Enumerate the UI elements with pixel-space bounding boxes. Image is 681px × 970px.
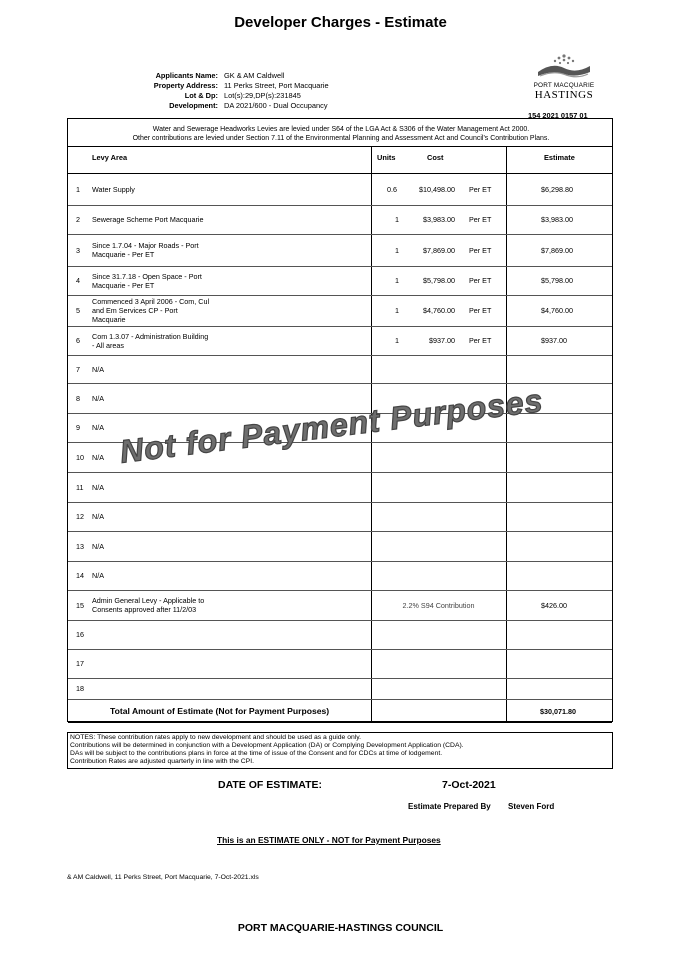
applicant-name-label: Applicants Name:	[155, 71, 218, 80]
cost-value: $937.00	[429, 336, 455, 345]
row-divider	[68, 205, 612, 206]
levy-area-line: N/A	[92, 393, 104, 403]
units-value: 0.6	[387, 184, 397, 194]
council-logo	[528, 50, 600, 102]
contribution-note: 2.2% S94 Contribution	[402, 600, 475, 610]
row-number: 18	[76, 684, 84, 693]
levy-area-line: - All areas	[92, 340, 124, 350]
levy-area-line: Sewerage Scheme Port Macquarie	[92, 215, 204, 224]
note-line-1: NOTES: These contribution rates apply to new development and should be used as a guide only.	[70, 734, 362, 741]
levy-area-line: N/A	[92, 512, 104, 521]
estimate-value: $4,760.00	[541, 306, 573, 315]
header-cost: Cost	[427, 153, 444, 162]
per-unit: Per ET	[469, 184, 492, 194]
row-number: 5	[76, 306, 80, 315]
page-title: Developer Charges - Estimate	[234, 14, 447, 31]
row-number: 15	[76, 600, 84, 610]
row-divider	[68, 295, 612, 296]
date-label: DATE OF ESTIMATE:	[218, 779, 323, 791]
intro-line-2: Other contributions are levied under Section 7.11 of the Environmental Planning and Assessment Act and Council's Contribution Plans.	[132, 135, 550, 142]
row-number: 11	[76, 482, 84, 492]
levy-area-line: Since 1.7.04 - Major Roads - Port	[92, 241, 199, 250]
per-unit: Per ET	[469, 306, 492, 315]
cost-value: $5,798.00	[423, 276, 455, 285]
per-unit: Per ET	[469, 336, 492, 345]
header-estimate: Estimate	[544, 153, 575, 162]
row-number: 9	[76, 423, 80, 432]
row-number: 14	[76, 571, 84, 580]
row-divider	[68, 502, 612, 503]
header-levy-area: Levy Area	[92, 153, 128, 162]
row-number: 6	[76, 336, 80, 345]
units-value: 1	[395, 306, 399, 315]
cost-value: $4,760.00	[423, 306, 455, 315]
row-divider	[68, 699, 612, 700]
lot-dp: Lot(s):29,DP(s):231845	[224, 91, 301, 100]
lot-dp-label: Lot & Dp:	[184, 91, 218, 100]
row-number: 1	[76, 184, 80, 194]
row-number: 17	[76, 659, 84, 668]
levy-area-line: N/A	[92, 571, 104, 580]
units-value: 1	[395, 276, 399, 285]
estimate-value: $3,983.00	[541, 215, 573, 224]
row-divider	[68, 649, 612, 650]
row-divider	[68, 678, 612, 679]
levy-area-line: N/A	[92, 423, 104, 432]
table-bottom-divider	[68, 722, 612, 723]
development: DA 2021/600 - Dual Occupancy	[224, 101, 328, 110]
row-divider	[68, 561, 612, 562]
row-number: 16	[76, 630, 84, 639]
levy-area-line: Macquarie	[92, 315, 126, 324]
estimate-value: $6,298.80	[541, 184, 573, 194]
note-line-2: Contributions will be determined in conjunction with a Development Application (DA) or Complying Development Application (CDA).	[70, 742, 464, 749]
row-divider	[68, 590, 612, 591]
note-line-3: DAs will be subject to the contributions plans in force at the time of issue of the Consent and for CDCs at time of lodgement.	[70, 750, 443, 757]
row-number: 12	[76, 512, 84, 521]
header-units: Units	[377, 153, 396, 162]
units-value: 1	[395, 215, 399, 224]
notes-box	[67, 732, 613, 769]
total-label: Total Amount of Estimate (Not for Payment Purposes)	[110, 706, 330, 716]
row-divider	[68, 531, 612, 532]
council-logo-icon	[528, 50, 600, 80]
property-address-label: Property Address:	[153, 81, 218, 90]
estimate-value: $5,798.00	[541, 276, 573, 285]
per-unit: Per ET	[469, 276, 492, 285]
logo-line2: HASTINGS	[534, 89, 594, 101]
levy-area-line: Com 1.3.07 - Administration Building	[92, 331, 209, 341]
disclaimer: This is an ESTIMATE ONLY - NOT for Payment Purposes	[217, 835, 441, 845]
property-address: 11 Perks Street, Port Macquarie	[224, 81, 329, 90]
file-name: & AM Caldwell, 11 Perks Street, Port Macquarie, 7-Oct-2021.xls	[67, 874, 259, 881]
levy-area-line: Water Supply	[92, 184, 135, 194]
per-unit: Per ET	[469, 215, 492, 224]
estimate-value: $937.00	[541, 336, 567, 345]
row-divider	[68, 234, 612, 235]
cost-value: $7,869.00	[423, 245, 455, 255]
levy-area-line: Consents approved after 11/2/03	[92, 605, 197, 614]
total-value: $30,071.80	[540, 707, 576, 716]
row-number: 13	[76, 541, 84, 551]
prepared-by-label: Estimate Prepared By	[408, 802, 491, 811]
row-divider	[68, 472, 612, 473]
per-unit: Per ET	[469, 245, 492, 255]
levy-area-line: Admin General Levy - Applicable to	[92, 596, 205, 605]
levy-area-line: Commenced 3 April 2006 - Com, Cul	[92, 297, 210, 306]
council-name: PORT MACQUARIE-HASTINGS COUNCIL	[237, 922, 444, 934]
estimate-value: $7,869.00	[541, 245, 573, 255]
levy-area-line: N/A	[92, 452, 104, 462]
cost-value: $3,983.00	[423, 215, 455, 224]
row-number: 8	[76, 393, 80, 403]
date-value: 7-Oct-2021	[442, 779, 496, 791]
row-divider	[68, 326, 612, 327]
levy-area-line: N/A	[92, 541, 104, 551]
row-divider	[68, 355, 612, 356]
reference-number: 154 2021 0157 01	[528, 111, 588, 120]
levy-area-line: N/A	[92, 482, 104, 492]
prepared-by: Steven Ford	[508, 802, 555, 811]
applicant-name: GK & AM Caldwell	[224, 71, 285, 80]
row-number: 4	[76, 276, 80, 285]
note-line-4: Contribution Rates are adjusted quarterly in line with the CPI.	[70, 758, 254, 765]
intro-line-1: Water and Sewerage Headworks Levies are levied under S64 of the LGA Act & S306 of the Water Management Act 2000.	[152, 126, 530, 133]
units-value: 1	[395, 336, 399, 345]
levy-area-line: Macquarie - Per ET	[92, 250, 155, 259]
development-label: Development:	[169, 101, 218, 110]
levy-area-line: Since 31.7.18 - Open Space - Port	[92, 271, 202, 281]
row-divider	[68, 620, 612, 621]
watermark: Not for Payment Purposes	[118, 382, 546, 470]
row-number: 10	[76, 452, 84, 462]
units-value: 1	[395, 245, 399, 255]
logo-line1: PORT MACQUARIE	[533, 82, 595, 89]
row-divider	[68, 266, 612, 267]
estimate-value: $426.00	[541, 600, 567, 610]
row-number: 2	[76, 215, 80, 224]
row-number: 3	[76, 245, 80, 255]
levy-area-line: N/A	[92, 364, 104, 374]
cost-value: $10,498.00	[419, 184, 455, 194]
levy-area-line: and Em Services CP - Port	[92, 306, 178, 315]
levy-area-line: Macquarie - Per ET	[92, 280, 155, 290]
row-number: 7	[76, 364, 80, 374]
